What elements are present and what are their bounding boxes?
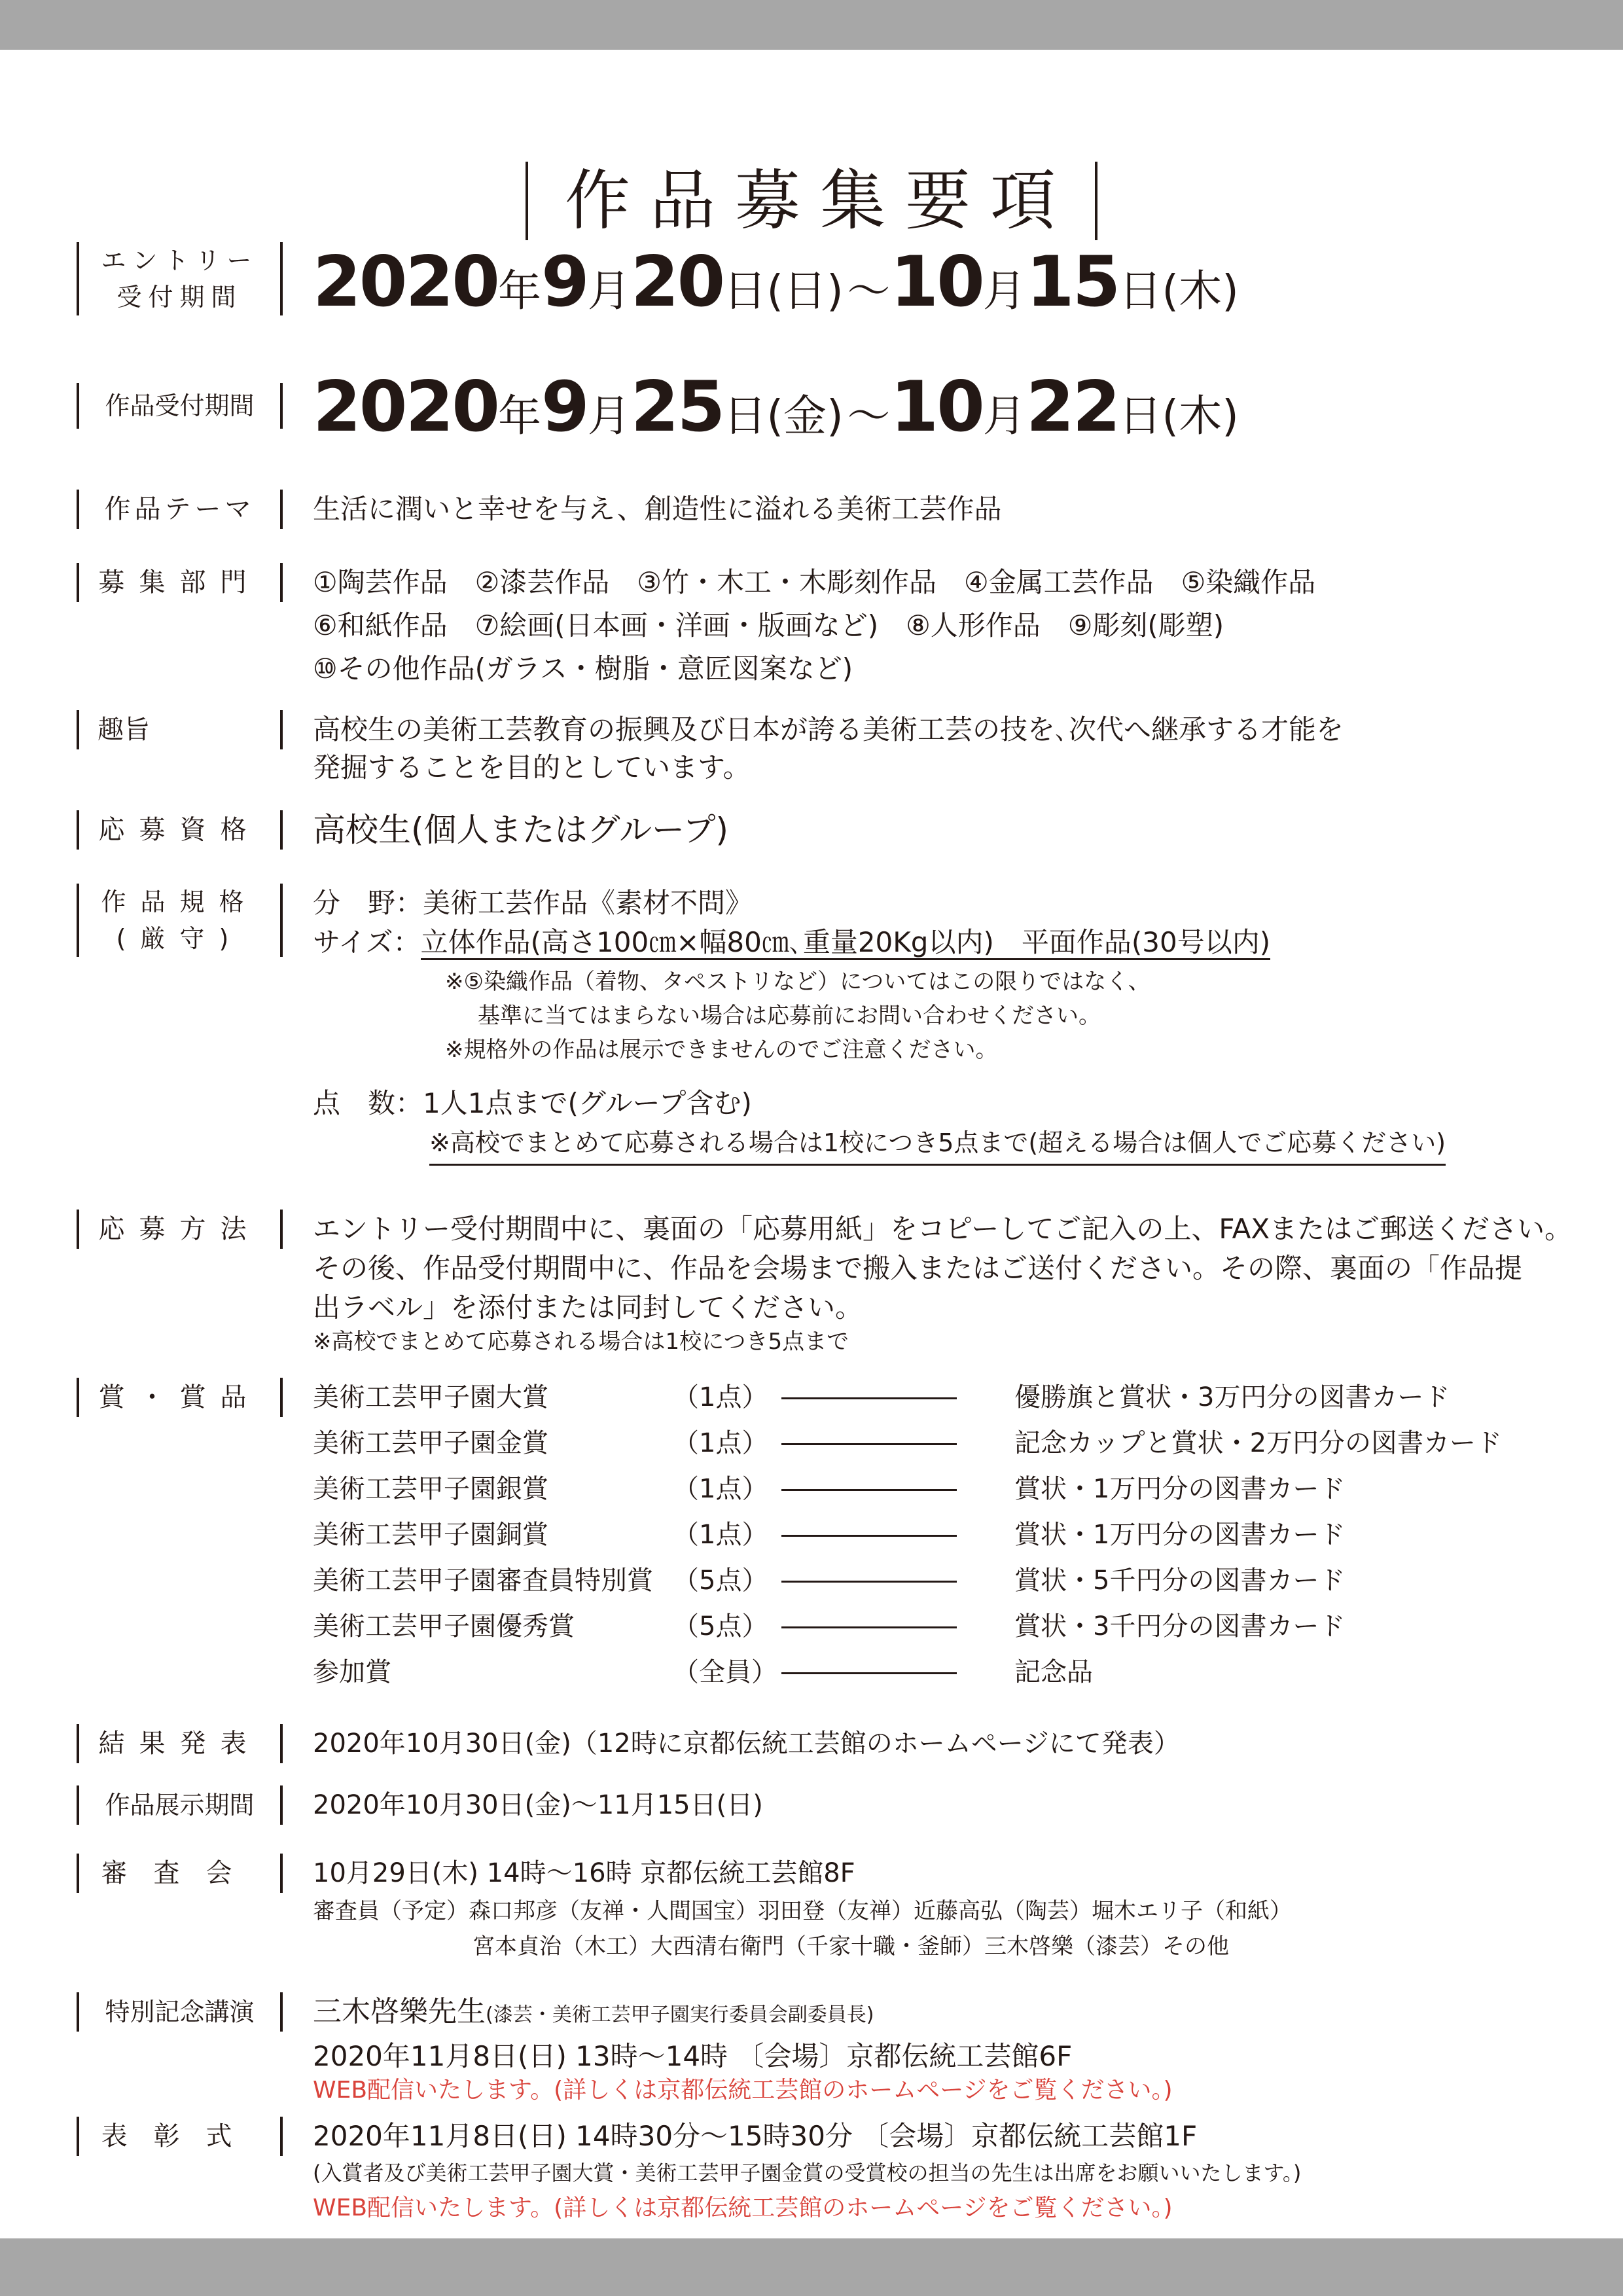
entry-label-line1: エントリー — [101, 246, 259, 275]
prize-reward: 記念カップと賞状・2万円分の図書カード — [1014, 1428, 1503, 1458]
eligibility-label: 応募資格 — [77, 810, 283, 850]
prize-reward: 記念品 — [1014, 1657, 1093, 1687]
eligibility-value: 高校生(個人またはグループ) — [313, 811, 729, 849]
lecture-web-note: WEB配信いたします。(詳しくは京都伝統工芸館のホームページをご覧ください。) — [313, 2077, 1173, 2104]
prize-leader-line — [781, 1397, 957, 1399]
spec-label-line1: 作品規格 — [101, 888, 259, 916]
prize-leader-line — [781, 1672, 957, 1674]
prize-name: 美術工芸甲子園審査員特別賞 — [313, 1566, 653, 1596]
receipt-label: 作品受付期間 — [77, 383, 283, 429]
prize-leader-line — [781, 1535, 957, 1537]
prizes-label: 賞・賞品 — [77, 1378, 283, 1417]
spec-note2: 基準に当てはまらない場合は応募前にお問い合わせください。 — [478, 1003, 1101, 1029]
method-note: ※高校でまとめて応募される場合は1校につき5点まで — [313, 1329, 849, 1355]
lecture-label: 特別記念講演 — [77, 1992, 283, 2032]
prize-row — [313, 1420, 1556, 1466]
spec-label-line2: (厳守) — [116, 924, 243, 953]
prize-count: （1点） — [673, 1474, 768, 1504]
prize-leader-line — [781, 1489, 957, 1491]
ceremony-label: 表彰式 — [77, 2117, 283, 2156]
prize-name: 美術工芸甲子園大賞 — [313, 1382, 548, 1412]
prize-name: 美術工芸甲子園銅賞 — [313, 1520, 548, 1550]
prize-row — [313, 1649, 1556, 1695]
page-title: 作品募集要項 — [526, 162, 1097, 240]
top-band — [0, 0, 1623, 50]
prize-count: （1点） — [673, 1428, 768, 1458]
prize-row — [313, 1604, 1556, 1649]
results-label: 結果発表 — [77, 1724, 283, 1763]
judging-line2: 審査員（予定）森口邦彦（友禅・人間国宝）羽田登（友禅）近藤高弘（陶芸）堀木エリ子（和紙） — [313, 1898, 1292, 1924]
judging-line3: 宮本貞治（木工）大西清右衛門（千家十職・釜師）三木啓樂（漆芸）その他 — [473, 1933, 1229, 1960]
prize-leader-line — [781, 1443, 957, 1445]
ceremony-time: 2020年11月8日(日) 14時30分～15時30分 〔会場〕京都伝統工芸館1F — [313, 2120, 1198, 2152]
lecture-time: 2020年11月8日(日) 13時～14時 〔会場〕京都伝統工芸館6F — [313, 2040, 1073, 2072]
prize-row — [313, 1466, 1556, 1512]
prize-name: 美術工芸甲子園優秀賞 — [313, 1611, 575, 1641]
prize-leader-line — [781, 1626, 957, 1628]
prize-reward: 優勝旗と賞状・3万円分の図書カード — [1014, 1382, 1450, 1412]
prize-count: （5点） — [673, 1611, 768, 1641]
prize-count: （5点） — [673, 1566, 768, 1596]
theme-value: 生活に潤いと幸せを与え、創造性に溢れる美術工芸作品 — [313, 493, 1002, 525]
spec-count: 点 数：1人1点まで(グループ含む) — [313, 1087, 752, 1119]
spec-note3: ※規格外の作品は展示できませんのでご注意ください。 — [445, 1037, 998, 1063]
ceremony-attendance-note: (入賞者及び美術工芸甲子園大賞・美術工芸甲子園金賞の受賞校の担当の先生は出席をお願いいたします。) — [313, 2161, 1302, 2185]
prize-count: （1点） — [673, 1382, 768, 1412]
exhibition-label: 作品展示期間 — [77, 1785, 283, 1825]
method-line3: 出ラベル」を添付または同封してください。 — [313, 1291, 863, 1323]
bottom-band — [0, 2238, 1623, 2296]
prize-row — [313, 1558, 1556, 1604]
lecture-speaker: 三木啓樂先生(漆芸・美術工芸甲子園実行委員会副委員長) — [313, 1995, 874, 2028]
prize-reward: 賞状・1万円分の図書カード — [1014, 1520, 1346, 1550]
spec-field: 分 野：美術工芸作品《素材不問》 — [313, 887, 753, 919]
prize-count: （1点） — [673, 1520, 768, 1550]
entry-period-date: 2020年9月20日(日) ～10月15日(木) — [313, 242, 1239, 322]
purpose-line1: 高校生の美術工芸教育の振興及び日本が誇る美術工芸の技を､次代へ継承する才能を — [313, 713, 1344, 745]
prize-row — [313, 1374, 1556, 1420]
theme-label: 作品テーマ — [77, 490, 283, 529]
divisions-line3: ⑩その他作品(ガラス・樹脂・意匠図案など) — [313, 653, 853, 685]
method-label: 応募方法 — [77, 1210, 283, 1249]
spec-label — [77, 884, 283, 957]
method-line2: その後、作品受付期間中に、作品を会場まで搬入またはご送付ください。その際、裏面の「作品提 — [313, 1252, 1523, 1284]
prize-leader-line — [781, 1581, 957, 1583]
divisions-line1: ①陶芸作品 ②漆芸作品 ③竹・木工・木彫刻作品 ④金属工芸作品 ⑤染織作品 — [313, 566, 1316, 598]
spec-count-note: ※高校でまとめて応募される場合は1校につき5点まで(超える場合は個人でご応募ください) — [429, 1123, 1446, 1166]
purpose-label: 趣旨 — [77, 710, 283, 749]
spec-note1: ※⑤染織作品（着物、タペストリなど）についてはこの限りではなく、 — [445, 969, 1150, 995]
prize-reward: 賞状・3千円分の図書カード — [1014, 1611, 1346, 1641]
prize-name: 美術工芸甲子園金賞 — [313, 1428, 548, 1458]
prize-name: 参加賞 — [313, 1657, 391, 1687]
judging-line1: 10月29日(木) 14時～16時 京都伝統工芸館8F — [313, 1858, 855, 1888]
prize-name: 美術工芸甲子園銀賞 — [313, 1474, 548, 1504]
spec-size: サイズ：立体作品(高さ100㎝×幅80㎝､重量20Kg以内) 平面作品(30号以内) — [313, 923, 1270, 962]
prize-row — [313, 1512, 1556, 1558]
prize-count: （全員） — [673, 1657, 777, 1687]
ceremony-web-note: WEB配信いたします。(詳しくは京都伝統工芸館のホームページをご覧ください。) — [313, 2195, 1173, 2221]
method-line1: エントリー受付期間中に、裏面の「応募用紙」をコピーしてご記入の上、FAXまたはご郵送ください。 — [313, 1213, 1573, 1245]
exhibition-value: 2020年10月30日(金)～11月15日(日) — [313, 1790, 763, 1820]
purpose-line2: 発掘することを目的としています。 — [313, 751, 751, 783]
divisions-line2: ⑥和紙作品 ⑦絵画(日本画・洋画・版画など) ⑧人形作品 ⑨彫刻(彫塑) — [313, 609, 1224, 641]
judging-label: 審査会 — [77, 1854, 283, 1893]
entry-label — [77, 242, 283, 315]
prize-reward: 賞状・1万円分の図書カード — [1014, 1474, 1346, 1504]
results-value: 2020年10月30日(金)（12時に京都伝統工芸館のホームページにて発表） — [313, 1729, 1180, 1759]
entry-label-line2: 受付期間 — [116, 283, 243, 312]
receipt-period-date: 2020年9月25日(金) ～10月22日(木) — [313, 367, 1239, 447]
prize-reward: 賞状・5千円分の図書カード — [1014, 1566, 1346, 1596]
divisions-label: 募集部門 — [77, 563, 283, 602]
